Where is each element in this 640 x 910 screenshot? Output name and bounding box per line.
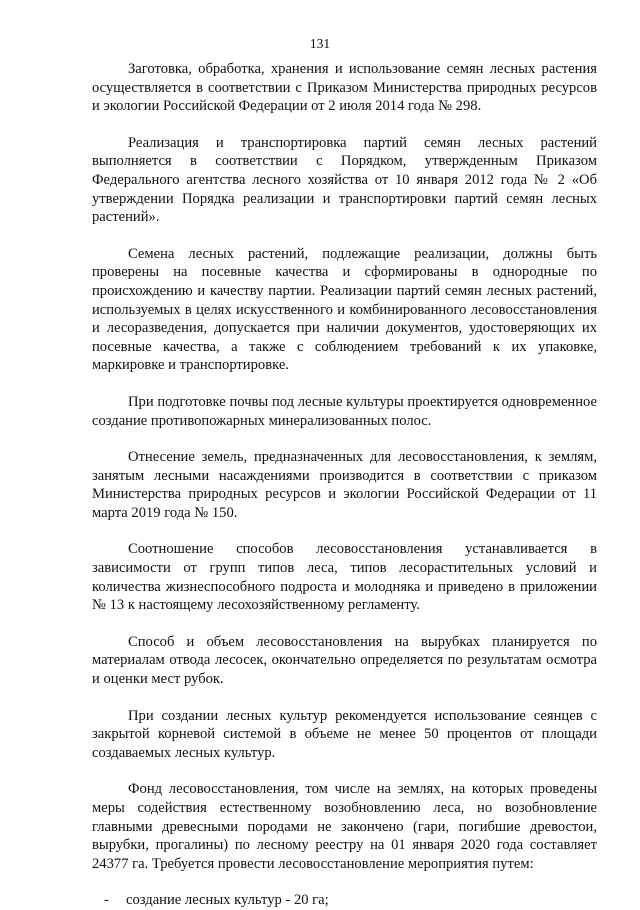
paragraph: Реализация и транспортировка партий семян лесных растений выполняется в соответствии с Порядком, утвержденным Приказом Федерального агентства лесного хозяйства от 10 января 2012 года № 2 «Об утверждении Порядка реализации и транспортировки партий семян лесных растений».: [92, 134, 597, 226]
paragraph: Заготовка, обработка, хранения и использование семян лесных растения осуществляется в соответствии с Приказом Министерства природных ресурсов и экологии Российской Федерации от 2 июля 2014 года № 298.: [92, 61, 597, 115]
paragraph: При подготовке почвы под лесные культуры проектируется одновременное создание противопожарных минерализованных полос.: [92, 393, 597, 429]
list-item-text: создание лесных культур - 20 га;: [126, 892, 329, 909]
paragraph: Способ и объем лесовосстановления на вырубках планируется по материалам отвода лесосек, окончательно определяется по результатам осмотра и оценки мест рубок.: [92, 633, 597, 688]
document-body: [92, 60, 597, 910]
paragraph: Соотношение способов лесовосстановления устанавливается в зависимости от групп типов леса, типов лесорастительных условий и количества жизнеспособного подроста и молодняка и приведено в приложении № 13 к настоящему лесохозяйственному регламенту.: [92, 541, 597, 614]
measures-list: [92, 891, 597, 910]
paragraph: При создании лесных культур рекомендуется использование сеянцев с закрытой корневой системой в объеме не менее 50 процентов от площади создаваемых лесных культур.: [92, 707, 597, 761]
paragraph: Фонд лесовосстановления, том числе на землях, на которых проведены меры содействия естественному возобновлению леса, но возобновление главными древесными породами не закончено (гари, погибшие древостои, вырубки, прогалины) по лесному реестру на 01 января 2020 года составляет 24377 га. Требуется провести лесовосстановление мероприятия путем:: [92, 781, 597, 872]
page-number: 131: [309, 36, 331, 51]
paragraph: Отнесение земель, предназначенных для лесовосстановления, к землям, занятым лесными насаждениями производится в соответствии с приказом Министерства природных ресурсов и экологии Российской Федерации от 11 марта 2019 года № 150.: [92, 449, 597, 521]
paragraph: Семена лесных растений, подлежащие реализации, должны быть проверены на посевные качества и сформированы в однородные по происхождению и качеству партии. Реализации партий семян лесных растений, используемых в целях искусственного и комбинированного лесовосстановления и лесоразведения, допускается при наличии документов, удостоверяющих их посевные качества, а также с соблюдением требований к их упаковке, маркировке и транспортировке.: [92, 245, 597, 374]
list-marker: -: [104, 892, 109, 909]
list-item: [92, 891, 597, 910]
